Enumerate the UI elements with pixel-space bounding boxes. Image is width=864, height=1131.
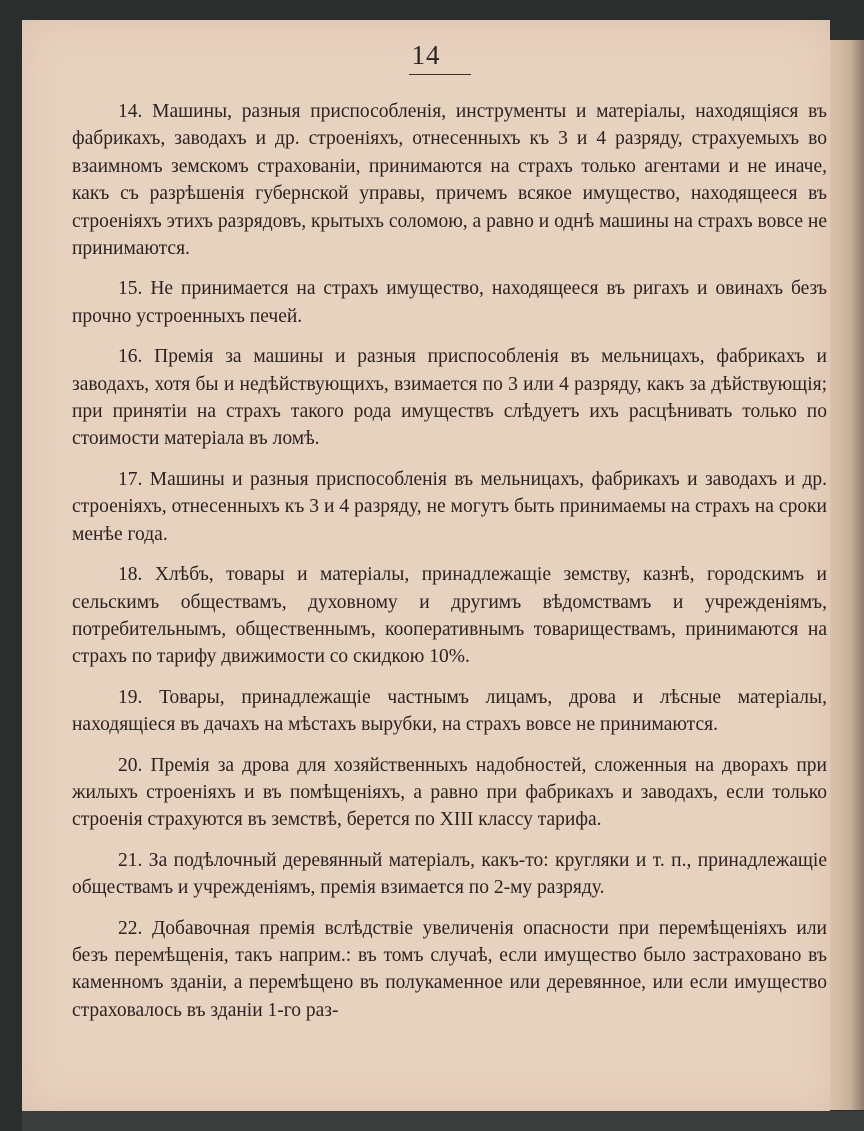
page-number: 14 [411,40,441,70]
page-body [72,98,827,1037]
paragraph-21: 21. За подѣлочный деревянный матеріалъ, какъ-то: кругляки и т. п., принадлежащіе обществамъ и учрежденіямъ, премія взимается по 2-му разряду. [72,849,827,899]
book-page [22,20,830,1111]
paragraph-14: 14. Машины, разныя приспособленія, инструменты и матеріалы, находящіяся въ фабрикахъ, заводахъ и др. строеніяхъ, отнесенныхъ къ 3 и 4 разряду, страхуемыхъ во взаимномъ земскомъ страхованіи, принимаются на страхъ только агентами и не иначе, какъ съ разрѣшенія губернской управы, причемъ всякое имущество, находящееся въ строеніяхъ этихъ разрядовъ, крытыхъ соломою, а равно и однѣ машины на страхъ вовсе не принимаются. [72,101,827,260]
scan-border [22,1111,864,1131]
paragraph-19: 19. Товары, принадлежащіе частнымъ лицамъ, дрова и лѣсные матеріалы, находящіеся въ дачахъ на мѣстахъ вырубки, на страхъ вовсе не принимаются. [72,686,827,736]
paragraph-18: 18. Хлѣбъ, товары и матеріалы, принадлежащіе земству, казнѣ, городскимъ и сельскимъ обществамъ, духовному и другимъ вѣдомствамъ и учрежденіямъ, потребительнымъ, общественнымъ, кооперативнымъ товариществамъ, принимаются на страхъ по тарифу движимости со скидкою 10%. [72,564,827,668]
paragraph-20: 20. Премія за дрова для хозяйственныхъ надобностей, сложенныя на дворахъ при жилыхъ строеніяхъ и въ помѣщеніяхъ, а равно при фабрикахъ и заводахъ, если только строенія страхуются въ земствѣ, берется по XIII классу тарифа. [72,754,827,831]
paragraph-15: 15. Не принимается на страхъ имущество, находящееся въ ригахъ и овинахъ безъ прочно устроенныхъ печей. [72,278,827,327]
paragraph-22: 22. Добавочная премія вслѣдствіе увеличенія опасности при перемѣщеніяхъ или безъ перемѣщенія, такъ наприм.: въ томъ случаѣ, если имущество было застраховано въ каменномъ зданіи, а перемѣщено въ полукаменное или деревянное, или если имущество страховалось въ зданіи 1-го раз- [72,917,827,1021]
page-edge [830,40,864,1110]
paragraph-16: 16. Премія за машины и разныя приспособленія въ мельницахъ, фабрикахъ и заводахъ, хотя бы и недѣйствующихъ, взимается по 3 или 4 разряду, какъ за дѣйствующія; при принятіи на страхъ такого рода имуществъ слѣдуетъ ихъ расцѣнивать только по стоимости матеріала въ ломѣ. [72,346,827,450]
paragraph-17: 17. Машины и разныя приспособленія въ мельницахъ, фабрикахъ и заводахъ и др. строеніяхъ, отнесенныхъ къ 3 и 4 разряду, не могутъ быть принимаемы на страхъ на сроки менѣе года. [72,468,827,545]
page-number-rule [409,74,471,75]
